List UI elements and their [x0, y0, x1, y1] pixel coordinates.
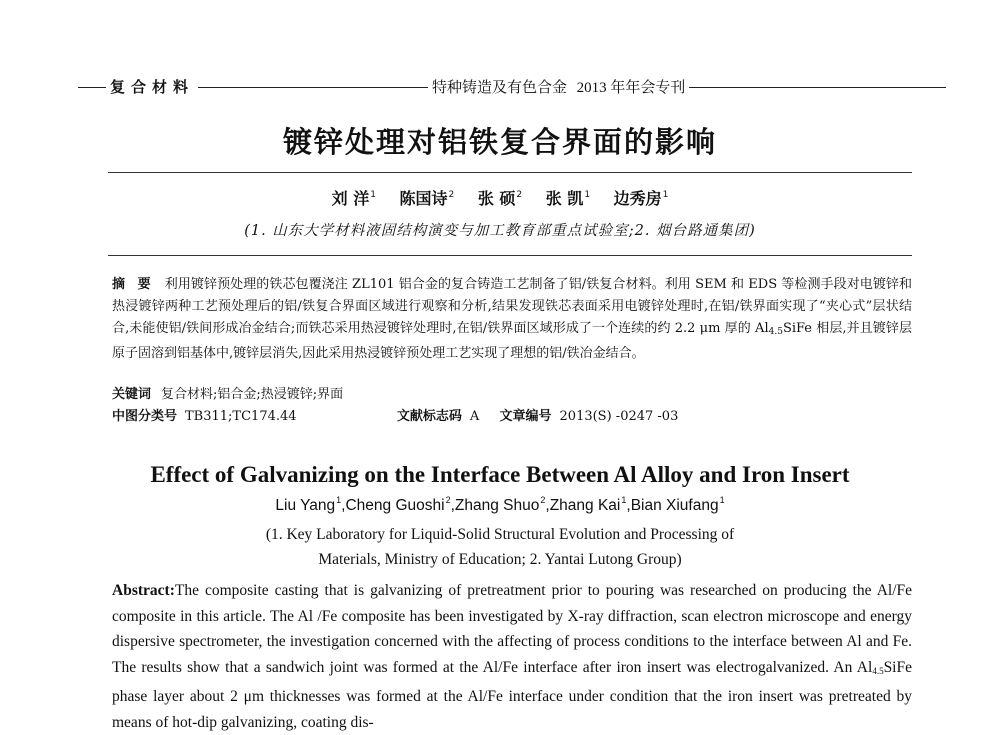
keywords-cn-label: 关键词: [112, 387, 152, 402]
header-year-issue: 2013 年年会专刊: [576, 80, 686, 96]
abstract-cn-text-1: 利用镀锌预处理的铁芯包覆浇注 ZL101 铝合金的复合铸造工艺制备了铝/铁复合材料。利用 SEM 和 EDS 等检测手段对电镀锌和热浸镀锌两种工艺预处理后的铝/铁复合界面区域进行观察和分析,结果发现铁芯表面采用电镀锌处理时,在铝/铁界面实现了“夹心式”层状结合,未能使铝/铁间形成冶金结合;而铁芯采用热浸镀锌处理时,在铝/铁界面区域形成了一个连续的约 2.2 μm 厚的 Al: [112, 277, 912, 336]
author-en: Zhang Shuo$^2$: [454, 495, 546, 514]
classification-line: [112, 406, 912, 428]
header-journal-name: 特种铸造及有色合金: [432, 78, 568, 96]
abstract-en: Abstract:The composite casting that is galvanizing of pretreatment prior to pouring was researched on producing the Al/Fe composite in this article. The Al /Fe composite has been investigated by X-ray diffraction, scan electron microscope and energy dispersive spectrometer, the investigation concerned with the affecting of process conditions to the interface between Al and Fe. The results show that a sandwich joint was formed at the Al/Fe interface after iron insert was electrogalvanized. An $Al_{4.5}SiFe$ phase layer about 2 μm thicknesses was formed at the Al/Fe interface under condition that the iron insert was pretreated by means of hot-dip galvanizing, coating dis-: [112, 582, 912, 731]
abstract-en-label: Abstract: [112, 582, 170, 599]
abstract-cn: [112, 274, 912, 365]
author-cn: 陈国诗$^2$: [399, 189, 455, 208]
abstract-en-sub: 4.5: [872, 665, 884, 676]
page-title-en: Effect of Galvanizing on the Interface Between Al Alloy and Iron Insert: [150, 462, 850, 487]
author-en: Zhang Kai$^1$: [549, 495, 627, 514]
affiliation-en-line-2: Materials, Ministry of Education; 2. Yantai Lutong Group): [318, 551, 682, 568]
keywords-cn: [112, 384, 912, 406]
keywords-cn-text: 复合材料;铝合金;热浸镀锌;界面: [161, 387, 344, 402]
running-header: [78, 78, 946, 96]
article-number-label: 文章编号: [499, 409, 552, 424]
abstract-en-text-1: The composite casting that is galvanizing of pretreatment prior to pouring was researched on producing the Al/Fe composite in this article. The Al /Fe composite has been investigated by X-ray diffraction, scan electron microscope and energy dispersive spectrometer, the investigation concerned with the affecting of process conditions to the interface between Al and Fe. The results show that a sandwich joint was formed at the Al/Fe interface after iron insert was electrogalvanized. An Al: [112, 582, 912, 676]
author-cn: 刘 洋$^1$: [331, 189, 376, 208]
classification-label: 中图分类号: [112, 409, 178, 424]
divider-middle: [108, 255, 912, 256]
author-cn: 边秀房$^1$: [613, 189, 669, 208]
abstract-cn-label: 摘 要: [112, 277, 155, 292]
author-cn: 张 硕$^2$: [477, 189, 523, 208]
author-en: Liu Yang$^1$: [275, 495, 342, 514]
abstract-en-text-2: SiFe phase layer about 2 μm thicknesses was formed at the Al/Fe interface under condition that the iron insert was pretreated by means of hot-dip galvanizing, coating dis-: [112, 658, 912, 731]
page-title-cn: 镀锌处理对铝铁复合界面的影响: [282, 125, 717, 159]
authors-cn: [0, 186, 1000, 209]
authors-en: Liu Yang$^1$,Cheng Guoshi$^2$,Zhang Shuo$^2$,Zhang Kai$^1$,Bian Xiufang$^1$: [275, 495, 725, 514]
affiliation-en-line-1: (1. Key Laboratory for Liquid-Solid Structural Evolution and Processing of: [265, 526, 735, 543]
author-en: Cheng Guoshi$^2$: [345, 495, 451, 514]
doc-code-value: A: [469, 409, 480, 424]
header-journal: [428, 78, 689, 97]
doc-code-label: 文献标志码: [396, 409, 462, 424]
article-number-value: 2013(S) -0247 -03: [559, 409, 679, 424]
author-cn: 张 凯$^1$: [545, 189, 591, 208]
header-section: 复合材料: [106, 78, 198, 96]
author-en: Bian Xiufang$^1$: [630, 495, 725, 514]
divider-top: [108, 172, 912, 173]
affiliation-cn: (1. 山东大学材料液固结构演变与加工教育部重点试验室;2. 烟台路通集团): [244, 223, 756, 239]
abstract-cn-text-2: SiFe 相层,并且镀锌层原子固溶到铝基体中,镀锌层消失,因此采用热浸镀锌预处理工艺实现了理想的铝/铁冶金结合。: [112, 321, 912, 361]
abstract-cn-sub: 4.5: [768, 327, 783, 337]
classification-value: TB311;TC174.44: [185, 409, 297, 424]
